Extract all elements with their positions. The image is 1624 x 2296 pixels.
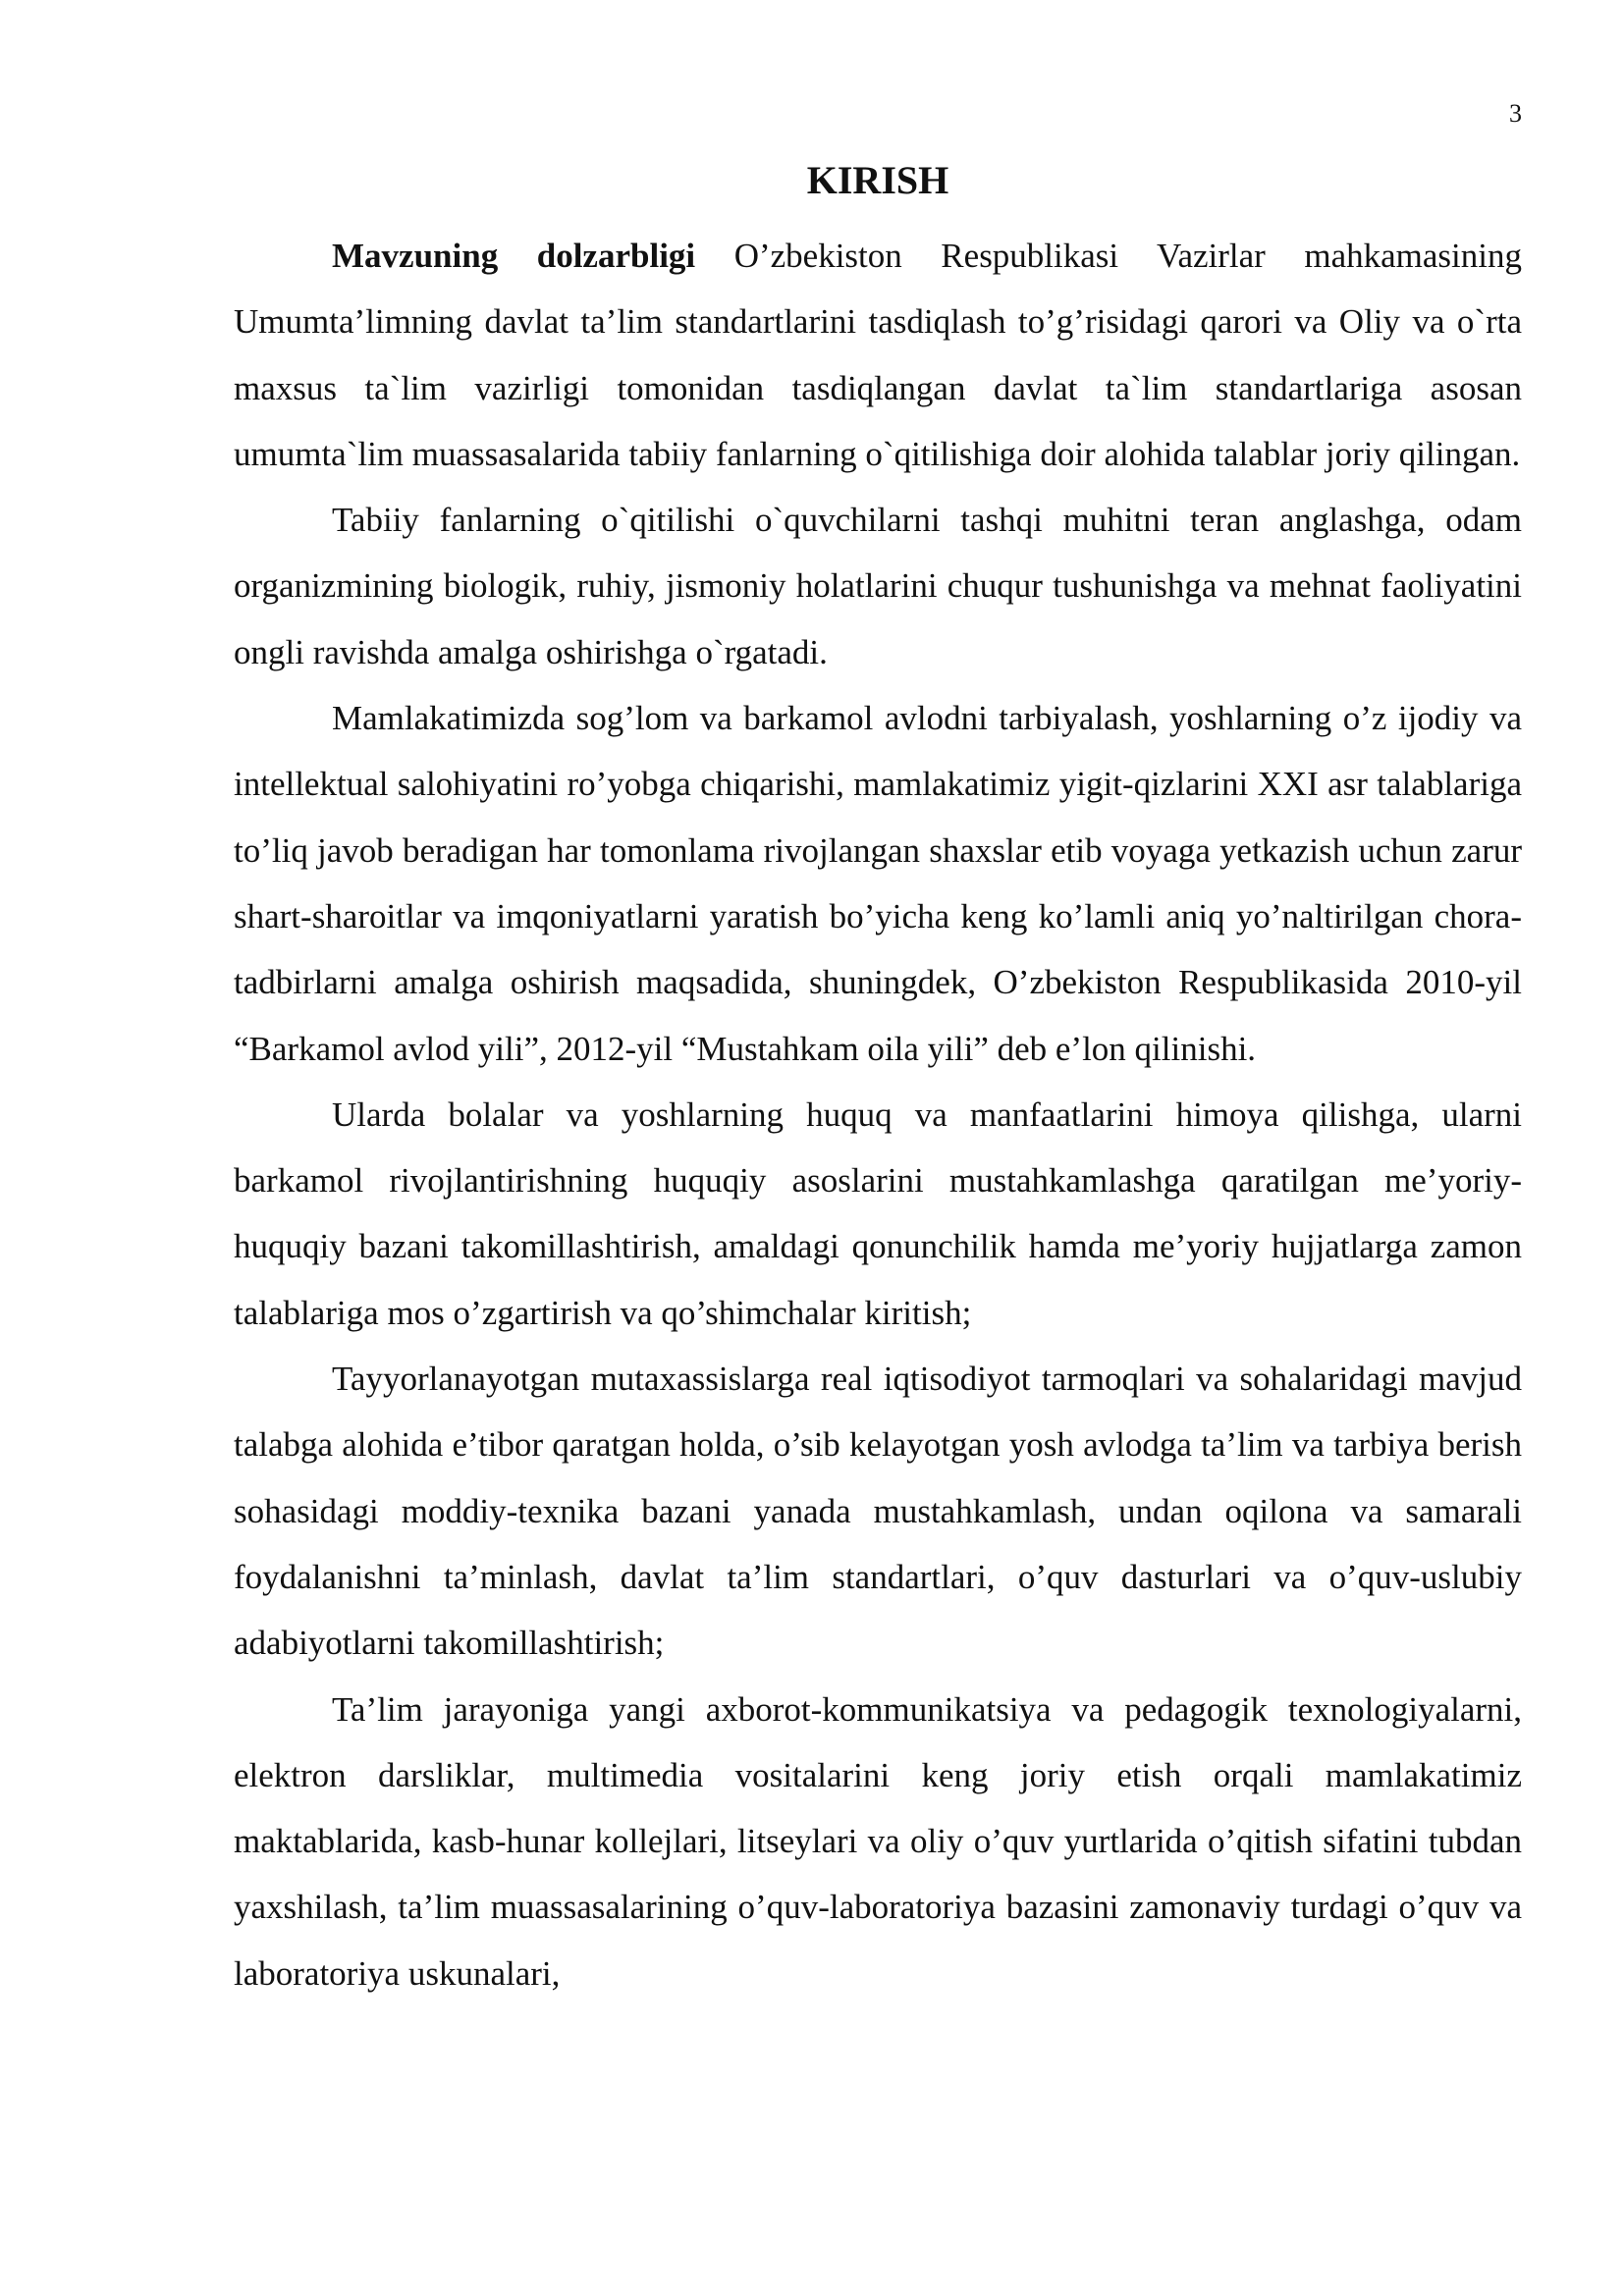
page-number: 3 [1509,99,1522,128]
body-text [234,223,1522,2006]
paragraph-specialists: Tayyorlanayotgan mutaxassislarga real iqtisodiyot tarmoqlari va sohalaridagi mavjud talabga alohida e’tibor qaratgan holda, o’sib kelayotgan yosh avlodga ta’lim va tarbiya berish sohasidagi moddiy-texnika bazani yanada mustahkamlash, undan oqilona va samarali foydalanishni ta’minlash, davlat ta’lim standartlari, o’quv dasturlari va o’quv-uslubiy adabiyotlarni takomillashtirish; [234,1360,1522,1663]
paragraph-lead-bold: Mavzuning dolzarbligi [332,237,696,275]
paragraph-education-technology: Ta’lim jarayoniga yangi axborot-kommunikatsiya va pedagogik texnologiyalarni, elektron darsliklar, multimedia vositalarini keng joriy etish orqali mamlakatimiz maktablarida, kasb-hunar kollejlari, litseylari va oliy o’quv yurtlarida o’qitish sifatini tubdan yaxshilash, ta’lim muassasalarining o’quv-laboratoriya bazasini zamonaviy turdagi o’quv va laboratoriya uskunalari, [234,1689,1522,1993]
paragraph-healthy-generation: Mamlakatimizda sog’lom va barkamol avlodni tarbiyalash, yoshlarning o’z ijodiy va intellektual salohiyatini ro’yobga chiqarishi, mamlakatimiz yigit-qizlarini XXI asr talablariga to’liq javob beradigan har tomonlama rivojlangan shaxslar etib voyaga yetkazish uchun zarur shart-sharoitlar va imqoniyatlarni yaratish bo’yicha keng ko’lamli aniq yo’naltirilgan chora-tadbirlarni amalga oshirish maqsadida, shuningdek, O’zbekiston Respublikasida 2010-yil “Barkamol avlod yili”, 2012-yil “Mustahkam oila yili” deb e’lon qilinishi. [234,699,1522,1068]
paragraph-natural-sciences: Tabiiy fanlarning o`qitilishi o`quvchilarni tashqi muhitni teran anglashga, odam organizmining biologik, ruhiy, jismoniy holatlarini chuqur tushunishga va mehnat faoliyatini ongli ravishda amalga oshirishga o`rgatadi. [234,501,1522,671]
section-title: KIRISH [806,158,949,202]
paragraph-relevance [234,223,1522,487]
paragraph-text: O’zbekiston Respublikasi Vazirlar mahkamasining Umumta’limning davlat ta’lim standartlarini tasdiqlash to’g’risidagi qarori va Oliy va o`rta maxsus ta`lim vazirligi tomonidan tasdiqlangan davlat ta`lim standartlariga asosan umumta`lim muassasalarida tabiiy fanlarning o`qitilishiga doir alohida talablar joriy qilingan. [234,237,1522,473]
paragraph-youth-rights: Ularda bolalar va yoshlarning huquq va manfaatlarini himoya qilishga, ularni barkamol rivojlantirishning huquqiy asoslarini mustahkamlashga qaratilgan me’yoriy-huquqiy bazani takomillashtirish, amaldagi qonunchilik hamda me’yoriy hujjatlarga zamon talablariga mos o’zgartirish va qo’shimchalar kiritish; [234,1095,1522,1332]
